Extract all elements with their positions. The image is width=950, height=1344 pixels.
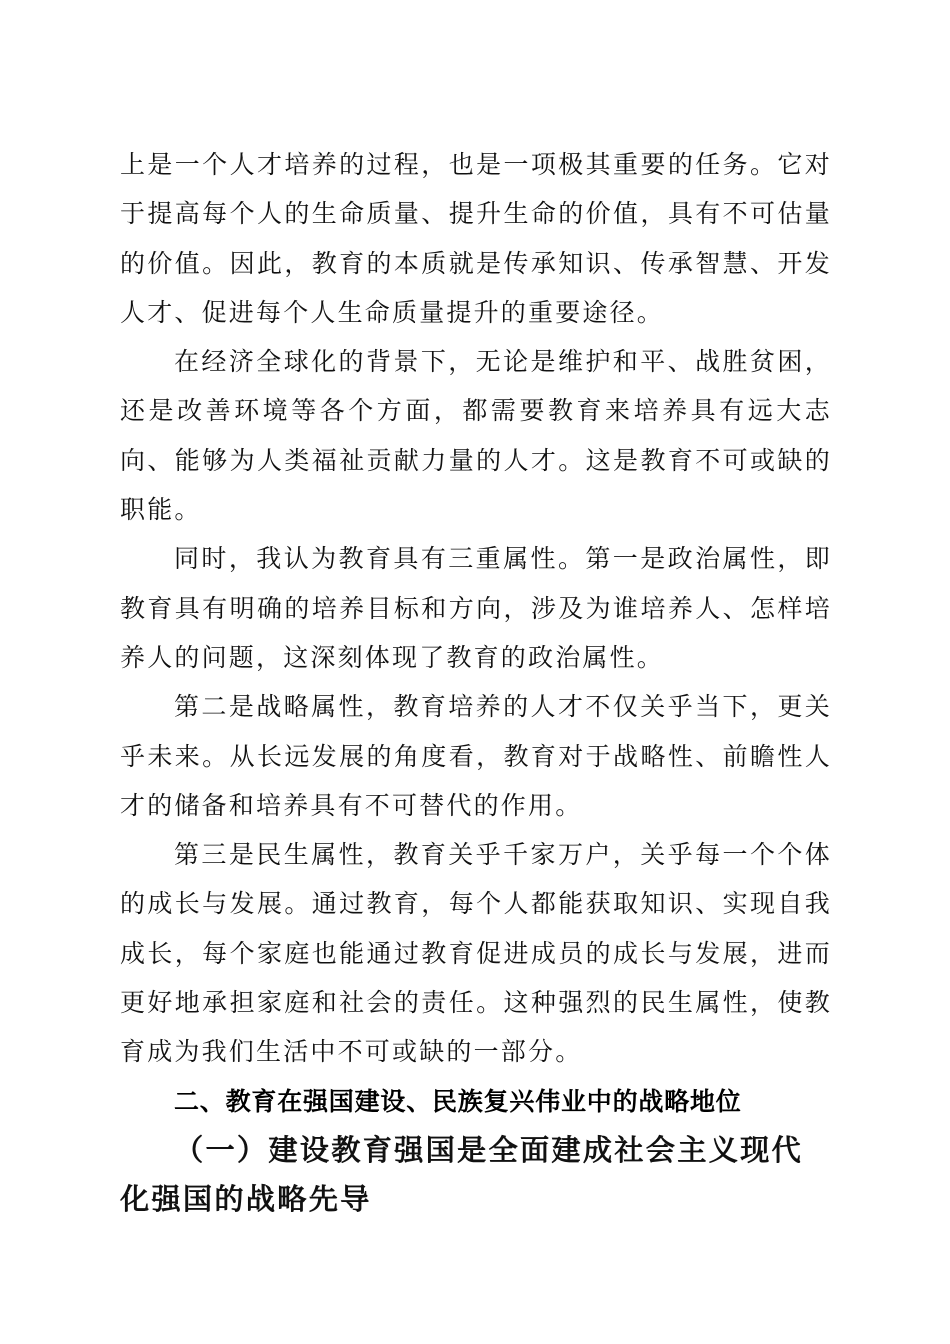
paragraph-strategic-attribute: 第二是战略属性，教育培养的人才不仅关乎当下，更关乎未来。从长远发展的角度看，教育对于战略性、前瞻性人才的储备和培养具有不可替代的作用。 (120, 692, 832, 820)
section-heading: 二、教育在强国建设、民族复兴伟业中的战略地位 (174, 1086, 742, 1116)
paragraph-political-attribute: 同时，我认为教育具有三重属性。第一是政治属性，即教育具有明确的培养目标和方向，涉及为谁培养人、怎样培养人的问题，这深刻体现了教育的政治属性。 (120, 544, 832, 672)
paragraph-globalization: 在经济全球化的背景下，无论是维护和平、战胜贫困，还是改善环境等各个方面，都需要教育来培养具有远大志向、能够为人类福祉贡献力量的人才。这是教育不可或缺的职能。 (120, 347, 832, 525)
paragraph-continued: 上是一个人才培养的过程，也是一项极其重要的任务。它对于提高每个人的生命质量、提升生命的价值，具有不可估量的价值。因此，教育的本质就是传承知识、传承智慧、开发人才、促进每个人生命质量提升的重要途径。 (120, 150, 832, 327)
document-body (120, 140, 832, 1225)
paragraph-livelihood-attribute: 第三是民生属性，教育关乎千家万户，关乎每一个个体的成长与发展。通过教育，每个人都能获取知识、实现自我成长，每个家庭也能通过教育促进成员的成长与发展，进而更好地承担家庭和社会的责任。这种强烈的民生属性，使教育成为我们生活中不可或缺的一部分。 (120, 840, 832, 1067)
subsection-heading: （一）建设教育强国是全面建成社会主义现代化强国的战略先导 (120, 1132, 803, 1217)
